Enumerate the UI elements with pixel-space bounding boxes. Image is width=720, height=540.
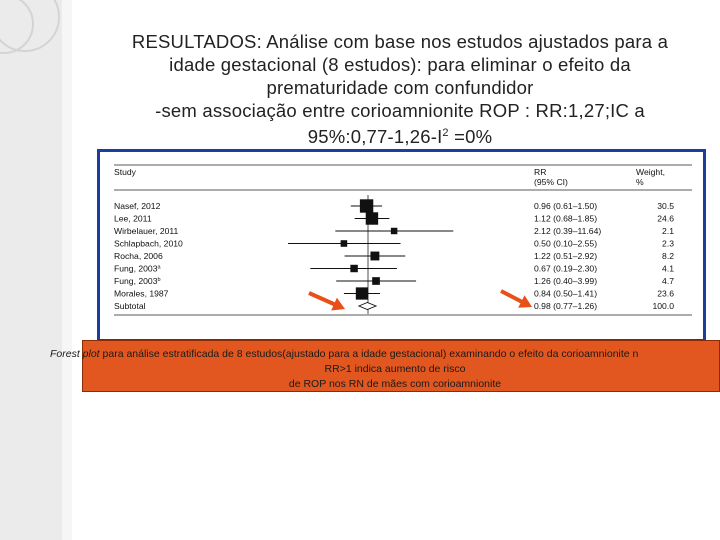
point-estimate-square (370, 252, 379, 261)
study-superscript: a (157, 264, 161, 271)
decorative-stripe (0, 0, 62, 540)
study-name: Fung, 2003$^b$ (114, 276, 161, 286)
title-line-2: idade gestacional (8 estudos): para eliminar o efeito da (169, 54, 631, 75)
weight-label: 2.1 (662, 226, 674, 236)
point-estimate-square (341, 240, 348, 247)
weight-label: 4.7 (662, 276, 674, 286)
rr-ci-label: 1.22 (0.51–2.92) (534, 251, 598, 261)
header-weight-unit: % (636, 177, 644, 187)
decorative-stripe-light (62, 0, 72, 540)
forest-plot-figure (97, 149, 706, 342)
rr-ci-label: 1.26 (0.40–3.99) (534, 276, 598, 286)
caption-line-2: RR>1 indica aumento de risco (324, 363, 466, 375)
title-line-1: RESULTADOS: Análise com base nos estudos ajustados para a (131, 31, 669, 52)
title-line-5-text: 95%:0,77-1,26-I (307, 126, 443, 148)
point-estimate-square (372, 277, 380, 285)
forest-plot (100, 152, 703, 339)
title-line-4: -sem associação entre corioamnionite ROP : RR:1,27;IC a (155, 100, 645, 121)
point-estimate-square (350, 265, 357, 272)
study-name: Rocha, 2006 (114, 251, 163, 261)
header-rr-ci: (95% CI) (534, 177, 568, 187)
subtotal-rr-ci-label: 0.98 (0.77–1.26) (534, 301, 598, 311)
weight-label: 30.5 (657, 201, 674, 211)
rr-ci-label: 0.67 (0.19–2.30) (534, 263, 598, 274)
rr-ci-label: 0.96 (0.61–1.50) (534, 201, 598, 211)
point-estimate-square (366, 212, 378, 224)
study-name: Fung, 2003$^a$ (114, 263, 161, 274)
decorative-left-band (0, 0, 75, 540)
title-line-3: prematuridade com confundidor (266, 77, 534, 98)
title-line-5-end: =0% (448, 126, 493, 148)
slide-title (100, 30, 700, 148)
rr-ci-label: 1.12 (0.68–1.85) (534, 213, 598, 224)
study-name: Morales, 1987 (114, 288, 169, 299)
study-name: Wirbelauer, 2011 (114, 226, 179, 236)
weight-label: 24.6 (657, 213, 674, 224)
weight-label: 4.1 (662, 263, 674, 274)
caption-line-1-text: para análise estratificada de 8 estudos(ajustado para a idade gestacional) examinando o efeito da corioamnionite n (99, 348, 639, 360)
header-rr: RR (534, 167, 547, 177)
point-estimate-square (360, 199, 373, 212)
subtotal-name: Subtotal (114, 301, 146, 311)
rr-ci-label: 0.50 (0.10–2.55) (534, 238, 598, 249)
study-name: Lee, 2011 (114, 213, 152, 224)
figure-caption (50, 347, 720, 392)
point-estimate-square (356, 287, 368, 299)
rr-ci-label: 0.84 (0.50–1.41) (534, 288, 598, 299)
caption-line-3: de ROP nos RN de mães com corioamnionite (288, 378, 502, 390)
rr-ci-label: 2.12 (0.39–11.64) (534, 226, 602, 236)
forest-plot-background (100, 152, 703, 339)
study-name: Nasef, 2012 (114, 201, 161, 211)
study-superscript: b (157, 277, 161, 283)
title-line-5 (100, 122, 700, 148)
header-weight: Weight, (636, 167, 665, 177)
caption-italic: Forest plot (50, 348, 100, 360)
weight-label: 23.6 (657, 288, 674, 299)
caption-line-1 (50, 347, 720, 362)
weight-label: 2.3 (662, 238, 674, 249)
study-name: Schlapbach, 2010 (114, 238, 183, 249)
header-study: Study (114, 167, 136, 177)
title-superscript: 2 (442, 127, 449, 139)
subtotal-weight-label: 100.0 (652, 301, 674, 311)
point-estimate-square (391, 228, 397, 234)
weight-label: 8.2 (662, 251, 674, 261)
